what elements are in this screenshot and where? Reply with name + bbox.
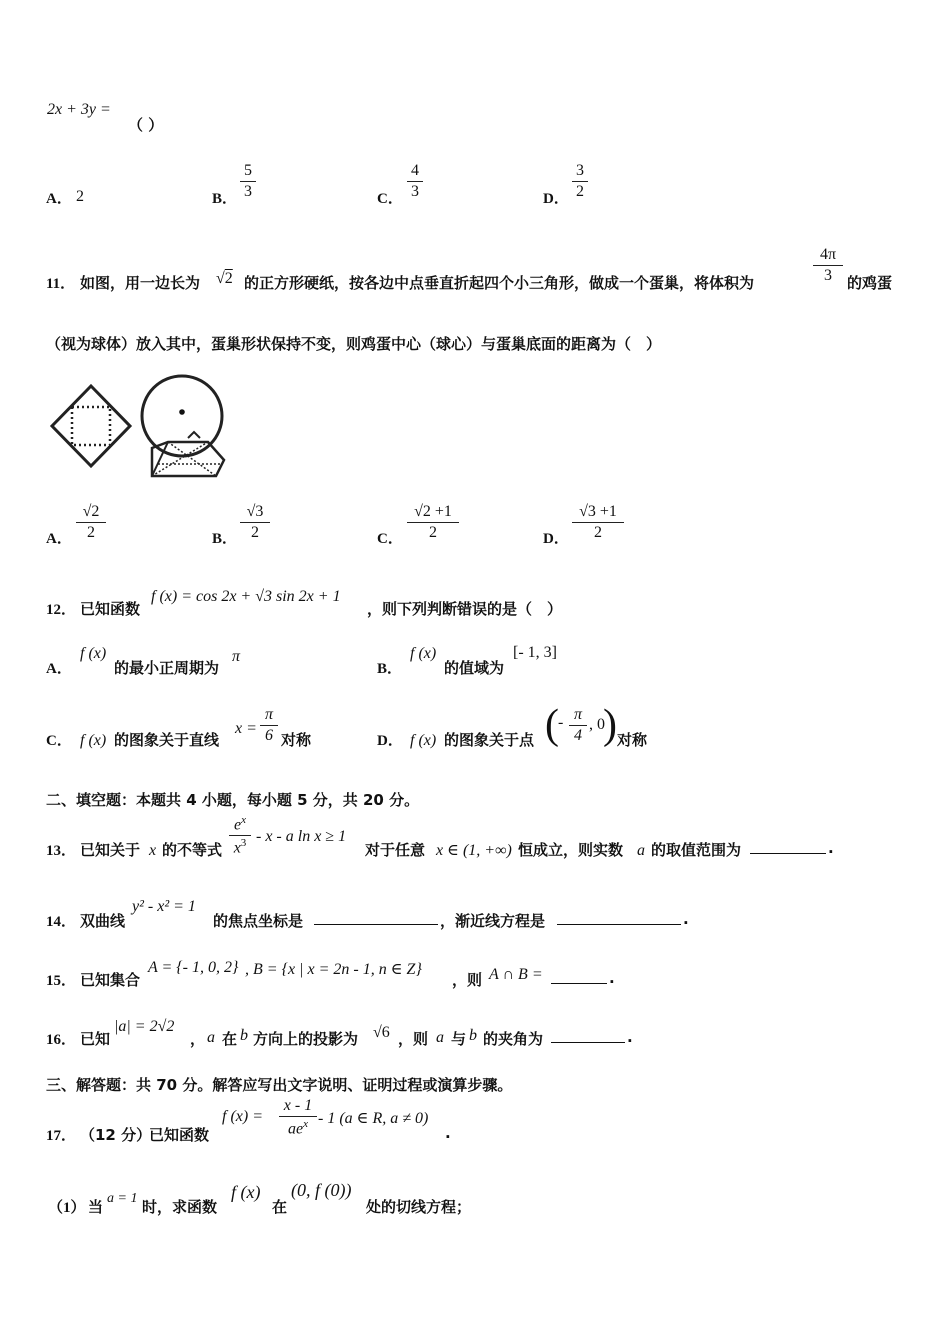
q10-option-c-label: C．	[377, 191, 403, 207]
q12-option-c-label: C．	[46, 733, 72, 749]
q17-sub1-text-1: 当	[88, 1198, 104, 1216]
q13-end: .	[828, 839, 834, 857]
q17-sub1-condition: a = 1	[107, 1191, 138, 1206]
q17-end: .	[445, 1124, 451, 1142]
egg-in-nest-diagram	[142, 376, 224, 476]
q17-sub1-text-3: 在	[272, 1198, 288, 1216]
q13-text-2: 的不等式	[162, 841, 223, 859]
folded-square-diagram	[52, 386, 130, 466]
q12-option-d-text: 的图象关于点	[444, 731, 535, 749]
q15-number: 15．	[46, 973, 77, 989]
q16-text-5: ，则	[398, 1030, 429, 1048]
q11-option-d-fraction: √3 +1 2	[572, 503, 624, 542]
q15-set-b: , B = {x | x = 2n - 1, n ∈ Z}	[245, 961, 422, 978]
q12-option-d-tail: 对称	[617, 731, 648, 749]
section-2-title: 二、填空题：本题共 4 小题，每小题 5 分，共 20 分。	[46, 791, 420, 809]
q12-text-2: ，则下列判断错误的是（ ）	[367, 600, 563, 618]
q15-answer-blank[interactable]	[551, 969, 607, 984]
q10-option-a-label: A．	[46, 191, 72, 207]
q16-end: .	[627, 1028, 633, 1046]
q11-option-d-label: D．	[543, 531, 569, 547]
egg-nest-figure	[48, 368, 228, 483]
q12-option-c-tail: 对称	[281, 731, 312, 749]
q14-number: 14．	[46, 914, 77, 930]
q13-text-4: 恒成立，则实数	[518, 841, 624, 859]
q14-asymptote-blank[interactable]	[557, 910, 681, 925]
q17-text-1: 已知函数	[149, 1126, 210, 1144]
q11-option-c-fraction: √2 +1 2	[407, 503, 459, 542]
q14-text-3: ，渐近线方程是	[440, 912, 546, 930]
q15-end: .	[609, 969, 615, 987]
q15-intersection: A ∩ B =	[489, 966, 543, 983]
q13-text-3: 对于任意	[365, 841, 426, 859]
q14-text-1: 双曲线	[80, 912, 126, 930]
q17-score: （12 分）	[80, 1126, 152, 1144]
q12-option-a-label: A．	[46, 661, 72, 677]
q17-fraction: x - 1 $ae^x$	[279, 1097, 317, 1138]
q12-option-a-value: π	[232, 648, 241, 665]
q12-option-c-fraction: π 6	[260, 706, 278, 745]
q17-lhs: f (x) =	[222, 1108, 263, 1125]
q13-text-5: 的取值范围为	[651, 841, 742, 859]
q12-option-b-label: B．	[377, 661, 403, 677]
q16-text-3: 在	[222, 1030, 238, 1048]
q10-option-c-fraction: 4 3	[407, 162, 423, 201]
q16-vector-b-1: b	[240, 1027, 248, 1044]
q14-equation: y² - x² = 1	[132, 898, 196, 915]
q13-answer-blank[interactable]	[750, 839, 826, 854]
q16-vector-a-1: a	[207, 1029, 215, 1046]
q13-domain: x ∈ (1, +∞)	[436, 842, 512, 859]
q16-magnitude: |a| = 2√2	[114, 1018, 175, 1035]
q12-option-c-f: f (x)	[80, 732, 107, 749]
q12-option-d-right-paren: )	[603, 702, 617, 748]
q15-set-a: A = {- 1, 0, 2}	[148, 959, 239, 976]
q11-option-c-label: C．	[377, 531, 403, 547]
q17-sub1-text-4: 处的切线方程；	[366, 1198, 472, 1216]
q11-text-2: 的正方形硬纸，按各边中点垂直折起四个小三角形，做成一个蛋巢，将体积为	[244, 274, 755, 292]
q10-equation: 2x + 3y =	[47, 101, 111, 118]
q13-text-1: 已知关于	[80, 841, 141, 859]
q13-var-a: a	[637, 842, 645, 859]
q16-answer-blank[interactable]	[551, 1028, 625, 1043]
q12-option-c-x: x =	[235, 720, 257, 737]
q14-focus-blank[interactable]	[314, 910, 438, 925]
q10-option-b-label: B．	[212, 191, 238, 207]
q12-option-b-text: 的值域为	[444, 659, 505, 677]
q16-vector-a-2: a	[436, 1029, 444, 1046]
q11-option-b-label: B．	[212, 531, 238, 547]
q12-option-a-f: f (x)	[80, 645, 107, 662]
q11-number: 11．	[46, 276, 76, 292]
q12-option-d-zero: , 0	[589, 716, 605, 733]
q12-option-d-fraction: π 4	[569, 706, 587, 745]
q12-function: f (x) = cos 2x + √3 sin 2x + 1	[151, 588, 341, 605]
q17-number: 17．	[46, 1128, 77, 1144]
q12-option-d-left-paren: (	[545, 702, 559, 748]
q15-text-1: 已知集合	[80, 971, 141, 989]
section-3-title: 三、解答题：共 70 分。解答应写出文字说明、证明过程或演算步骤。	[46, 1076, 513, 1094]
q12-option-b-value: [- 1, 3]	[513, 644, 557, 661]
q16-number: 16．	[46, 1032, 77, 1048]
q17-sub1-text-2: 时，求函数	[142, 1198, 218, 1216]
q10-option-d-fraction: 3 2	[572, 162, 588, 201]
q10-paren: （ ）	[128, 116, 164, 134]
q16-text-1: 已知	[80, 1030, 111, 1048]
q13-var-x: x	[149, 842, 157, 859]
q16-text-7: 的夹角为	[483, 1030, 544, 1048]
q10-option-b-fraction: 5 3	[240, 162, 256, 201]
q12-option-a-text: 的最小正周期为	[114, 659, 220, 677]
q17-sub1-point: (0, f (0))	[291, 1180, 352, 1200]
q17-sub1-f: f (x)	[231, 1182, 261, 1202]
q11-option-b-fraction: √3 2	[240, 503, 270, 542]
q17-sub1-label: （1）	[48, 1200, 86, 1216]
q11-volume-fraction: 4π 3	[813, 246, 843, 285]
q14-text-2: 的焦点坐标是	[213, 912, 304, 930]
q12-text-1: 已知函数	[80, 600, 141, 618]
q11-option-a-label: A．	[46, 531, 72, 547]
q11-text-4: （视为球体）放入其中，蛋巢形状保持不变，则鸡蛋中心（球心）与蛋巢底面的距离为（ ）	[46, 335, 662, 353]
q12-option-c-text: 的图象关于直线	[114, 731, 220, 749]
q15-text-2: ，则	[452, 971, 483, 989]
q10-option-d-label: D．	[543, 191, 569, 207]
q11-option-a-fraction: √2 2	[76, 503, 106, 542]
q16-text-4: 方向上的投影为	[253, 1030, 359, 1048]
q12-option-b-f: f (x)	[410, 645, 437, 662]
q11-text-3: 的鸡蛋	[847, 274, 893, 292]
q16-text-6: 与	[451, 1030, 467, 1048]
q11-text-1: 如图，用一边长为	[80, 274, 201, 292]
q14-end: .	[683, 910, 689, 928]
q16-text-2: ，	[190, 1030, 206, 1048]
q11-sqrt: √2	[216, 270, 233, 287]
q12-option-d-f: f (x)	[410, 732, 437, 749]
q10-option-a-value: 2	[76, 188, 84, 205]
q17-rest: - 1 (a ∈ R, a ≠ 0)	[318, 1110, 429, 1127]
q13-inequality: - x - a ln x ≥ 1	[256, 828, 347, 845]
q16-vector-b-2: b	[469, 1027, 477, 1044]
q13-fraction: $e^x$ $x^3$	[229, 814, 251, 858]
q16-projection: √6	[373, 1024, 390, 1041]
q12-option-d-label: D．	[377, 733, 403, 749]
q12-option-d-minus: -	[558, 714, 564, 731]
q13-number: 13．	[46, 843, 77, 859]
q12-number: 12．	[46, 602, 77, 618]
